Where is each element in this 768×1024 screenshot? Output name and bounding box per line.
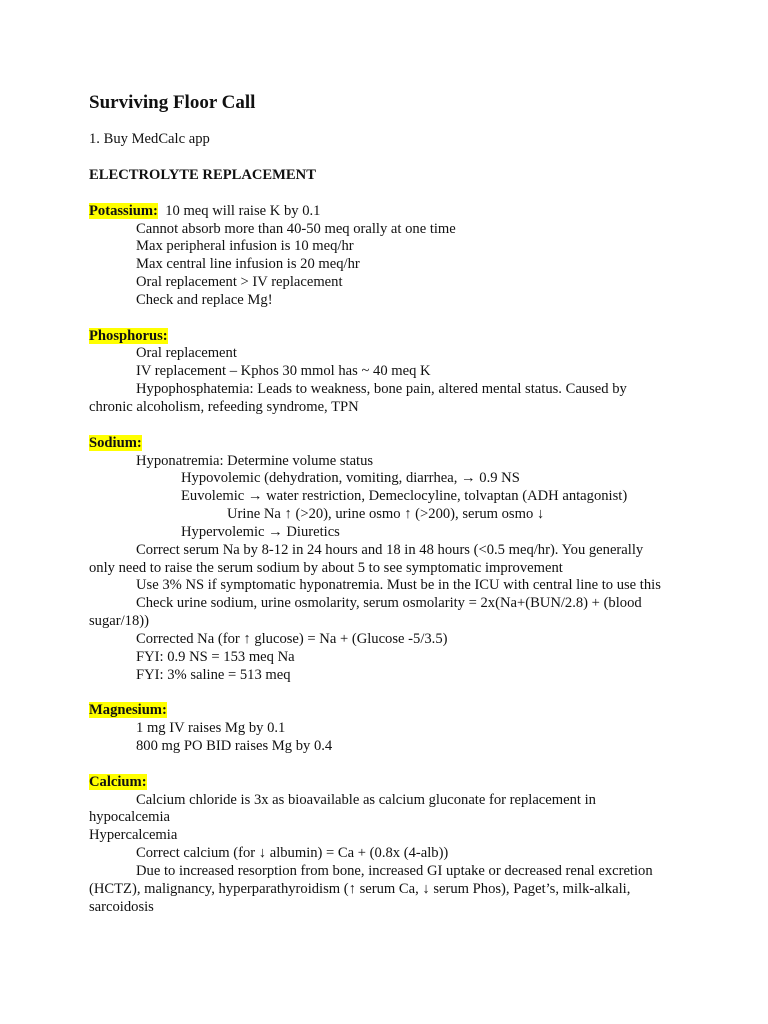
electrolyte-section-heading — [89, 328, 709, 346]
electrolyte-section-heading — [89, 435, 709, 453]
blank-line — [89, 310, 709, 328]
text-line: Check and replace Mg! — [136, 291, 273, 308]
blank-line — [89, 417, 709, 435]
text-line: Due to increased resorption from bone, increased GI uptake or decreased renal excretion — [136, 862, 653, 879]
electrolyte-section-heading — [89, 702, 709, 720]
text-line: only need to raise the serum sodium by about 5 to see symptomatic improvement — [89, 559, 563, 576]
electrolyte-section-heading — [89, 774, 709, 792]
text-line: Max central line infusion is 20 meq/hr — [136, 256, 360, 273]
text-line: Calcium chloride is 3x as bioavailable as calcium gluconate for replacement in — [136, 791, 596, 808]
text-line: Hypervolemic → Diuretics — [181, 523, 340, 540]
text-line: Cannot absorb more than 40-50 meq orally at one time — [136, 220, 456, 237]
text-line: Hypophosphatemia: Leads to weakness, bone pain, altered mental status. Caused by — [136, 381, 627, 398]
text-line: Urine Na ↑ (>20), urine osmo ↑ (>200), serum osmo ↓ — [227, 506, 545, 523]
text-line: (HCTZ), malignancy, hyperparathyroidism (↑ serum Ca, ↓ serum Phos), Paget’s, milk-alkali, — [89, 880, 631, 897]
text-line: FYI: 3% saline = 513 meq — [136, 666, 291, 683]
text-line: sarcoidosis — [89, 898, 154, 915]
text-line: IV replacement – Kphos 30 mmol has ~ 40 meq K — [136, 363, 431, 380]
document-title: Surviving Floor Call — [89, 92, 256, 113]
highlighted-label: Calcium: — [89, 773, 147, 790]
text-line: Hypovolemic (dehydration, vomiting, diarrhea, → 0.9 NS — [181, 470, 520, 487]
text-line: Euvolemic → water restriction, Demeclocyline, tolvaptan (ADH antagonist) — [181, 488, 628, 505]
text-line: 1 mg IV raises Mg by 0.1 — [136, 720, 286, 737]
text-line: hypocalcemia — [89, 809, 171, 826]
text-line: Oral replacement > IV replacement — [136, 274, 343, 291]
text-line: sugar/18)) — [89, 613, 149, 630]
blank-line — [89, 756, 709, 774]
text-line: Max peripheral infusion is 10 meq/hr — [136, 238, 354, 255]
text-line: chronic alcoholism, refeeding syndrome, TPN — [89, 398, 359, 415]
document-body — [89, 167, 709, 916]
highlighted-label: Phosphorus: — [89, 327, 168, 344]
text-line: Correct calcium (for ↓ albumin) = Ca + (0.8x (4-alb)) — [136, 845, 449, 862]
text-line: Hypercalcemia — [89, 827, 178, 844]
text-line: FYI: 0.9 NS = 153 meq Na — [136, 648, 295, 665]
highlighted-label: Sodium: — [89, 434, 142, 451]
highlighted-label: Potassium: — [89, 202, 158, 219]
text-line: Oral replacement — [136, 345, 237, 362]
text-line: Corrected Na (for ↑ glucose) = Na + (Glucose -5/3.5) — [136, 630, 448, 647]
text-line: Check urine sodium, urine osmolarity, serum osmolarity = 2x(Na+(BUN/2.8) + (blood — [136, 595, 642, 612]
text-line: Hyponatremia: Determine volume status — [136, 452, 374, 469]
section-note: 10 meq will raise K by 0.1 — [157, 202, 321, 219]
text-line: Correct serum Na by 8-12 in 24 hours and 18 in 48 hours (<0.5 meq/hr). You generally — [136, 541, 644, 558]
text-line: Use 3% NS if symptomatic hyponatremia. Must be in the ICU with central line to use this — [136, 577, 661, 594]
section-heading: ELECTROLYTE REPLACEMENT — [89, 167, 316, 183]
blank-line — [89, 684, 709, 702]
electrolyte-section-heading — [89, 203, 709, 221]
intro-item: 1. Buy MedCalc app — [89, 131, 210, 147]
blank-line — [89, 185, 709, 203]
text-line: 800 mg PO BID raises Mg by 0.4 — [136, 738, 333, 754]
highlighted-label: Magnesium: — [89, 702, 167, 719]
